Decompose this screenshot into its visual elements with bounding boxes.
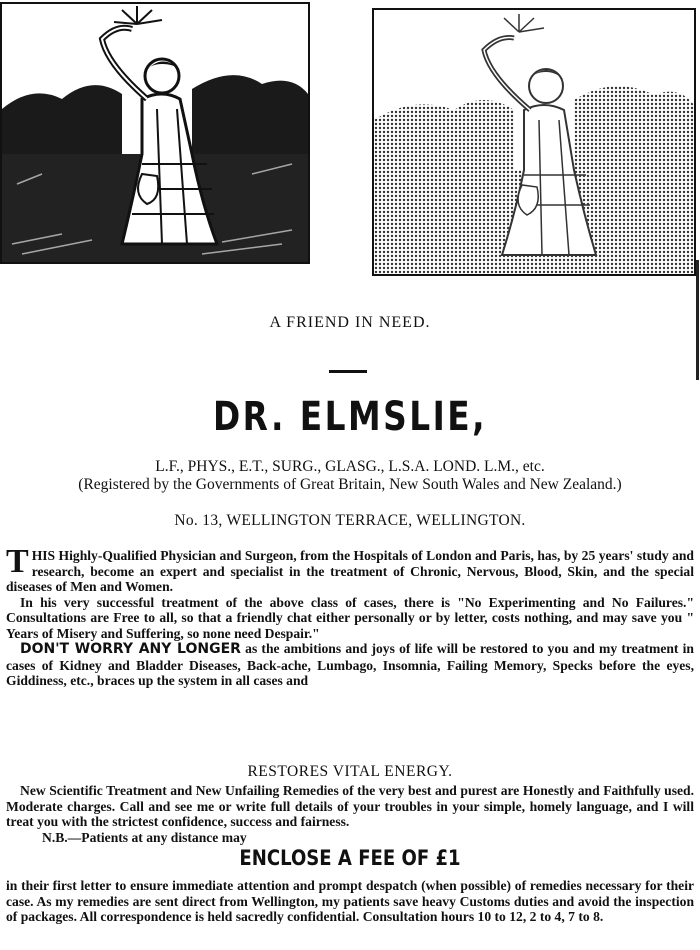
- paragraph-letter: [6, 878, 694, 925]
- body-block-1: [6, 543, 694, 689]
- ad-heading: [0, 314, 700, 332]
- address-text: No. 13, WELLINGTON TERRACE, WELLINGTON.: [174, 512, 526, 529]
- illustration-left: [0, 2, 310, 264]
- paragraph-letter-text: in their first letter to ensure immediate attention and prompt despatch (when possible) of remedies necessary for their case. As my remedies are sent direct from Wellington, my patients save heavy Customs duties and avoid the inspection of packages. All correspondence is held sacredly confidential. Consultation hours 10 to 12, 2 to 4, 7 to 8.: [6, 878, 694, 924]
- restores-heading-text: RESTORES VITAL ENERGY.: [247, 763, 453, 780]
- body-block-3: [6, 878, 694, 925]
- divider-rule: [329, 370, 367, 373]
- paragraph-intro: [6, 543, 694, 595]
- credentials: [0, 458, 700, 476]
- enclose-fee-heading: [49, 846, 651, 870]
- woman-with-lamp-illustration-alt: [374, 10, 694, 274]
- address: [0, 512, 700, 530]
- paragraph-remedies: [6, 783, 694, 830]
- registration: [22, 476, 678, 493]
- illustration-right: [372, 8, 696, 276]
- drop-cap: T: [6, 543, 29, 580]
- paragraph-dont-worry-text: as the ambitions and joys of life will be restored to you and my treatment in cases of Kidney and Bladder Diseases, Back-ache, Lumbago, Insomnia, Failing Memory, Specks before the eyes, Giddiness, etc., braces up the system in all cases and: [6, 641, 694, 688]
- doctor-name-text: DR. ELMSLIE,: [212, 394, 488, 440]
- paragraph-nb: [6, 830, 694, 846]
- woman-with-lamp-illustration: [2, 4, 308, 262]
- paragraph-remedies-text: New Scientific Treatment and New Unfailing Remedies of the very best and purest are Honestly and Faithfully used. Moderate charges. Call and see me or write full details of your troubles in your simple, homely language, and I will treat you with the strictest confidence, success and fairness.: [6, 783, 694, 829]
- paragraph-treatment: [6, 595, 694, 642]
- paragraph-intro-text: HIS Highly-Qualified Physician and Surgeon, from the Hospitals of London and Paris, has, by 25 years' study and research, become an expert and specialist in the treatment of Chronic, Nervous, Blood, Skin, and the special diseases of Men and Women.: [6, 548, 694, 594]
- paragraph-dont-worry: [6, 641, 694, 689]
- registration-text: (Registered by the Governments of Great Britain, New South Wales and New Zealand.): [78, 476, 622, 493]
- paragraph-nb-text: N.B.—Patients at any distance may: [42, 829, 247, 845]
- credentials-text: L.F., PHYS., E.T., SURG., GLASG., L.S.A. LOND. L.M., etc.: [155, 458, 545, 475]
- ad-heading-text: A FRIEND IN NEED.: [269, 314, 431, 331]
- doctor-name: [63, 394, 637, 440]
- body-block-2: [6, 783, 694, 845]
- restores-heading: [0, 763, 700, 781]
- dont-worry-lead: DON'T WORRY ANY LONGER: [20, 641, 241, 657]
- paragraph-treatment-text: In his very successful treatment of the above class of cases, there is "No Experimenting and No Failures." Consultations are Free to all, so that a friendly chat either personally or by letter, costs nothing, and may save you " Years of Misery and Suffering, so none need Despair.": [6, 594, 694, 641]
- enclose-fee-text: ENCLOSE A FEE OF £1: [239, 846, 461, 870]
